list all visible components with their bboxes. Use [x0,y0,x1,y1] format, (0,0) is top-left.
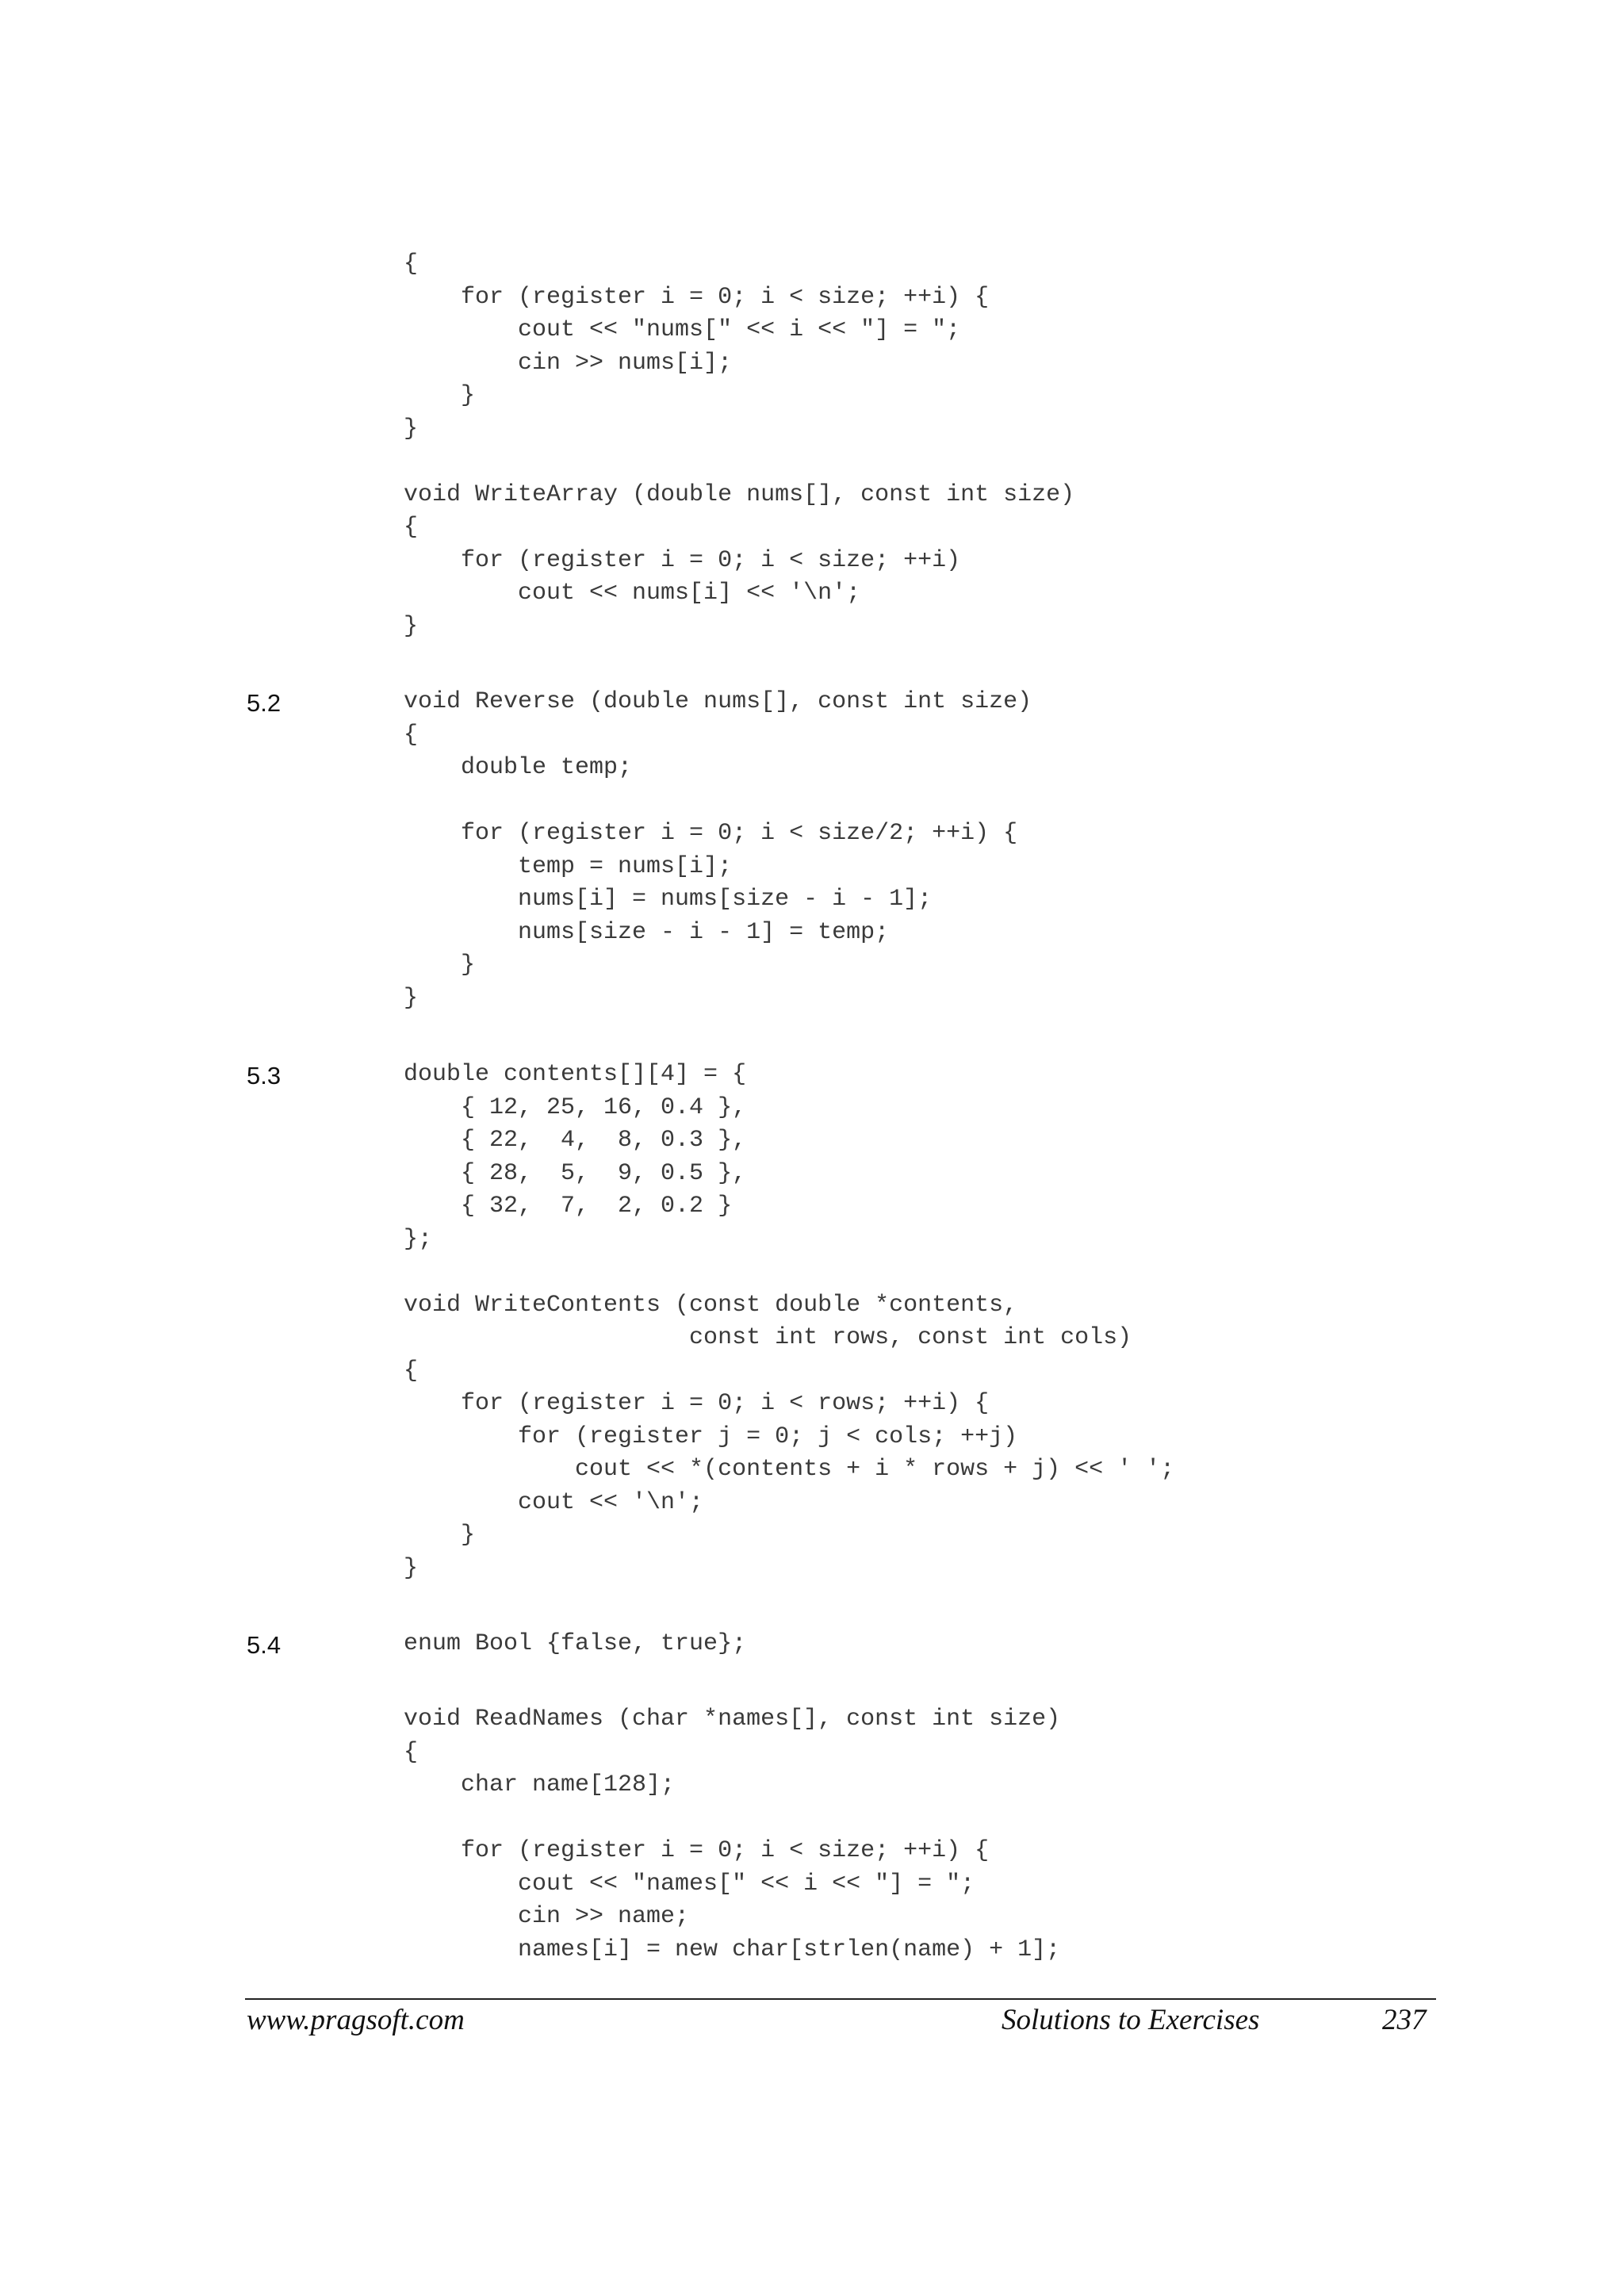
code-line: cout << '\n'; [404,1489,704,1516]
code-line: for (register i = 0; i < size; ++i) { [404,1837,990,1864]
code-line: } [404,382,476,409]
code-line: void Reverse (double nums[], const int size) [404,688,1032,715]
code-line: cout << *(contents + i * rows + j) << ' '; [404,1456,1175,1483]
code-line: } [404,1555,419,1582]
code-line: { 22, 4, 8, 0.3 }, [404,1127,747,1154]
code-line: names[i] = new char[strlen(name) + 1]; [404,1936,1061,1963]
code-line: for (register i = 0; i < size/2; ++i) { [404,820,1018,847]
code-line: } [404,613,419,640]
code-line: }; [404,1226,433,1253]
footer-chapter-title: Solutions to Exercises [1002,2004,1260,2036]
code-line: { [404,251,419,278]
code-line: { 12, 25, 16, 0.4 }, [404,1094,747,1121]
code-line: cin >> nums[i]; [404,350,733,377]
code-line: { [404,1739,419,1766]
code-line: { [404,722,419,749]
code-line: } [404,416,419,442]
footer-page-number: 237 [1382,2004,1427,2036]
code-line: void ReadNames (char *names[], const int size) [404,1706,1061,1733]
code-line: { 32, 7, 2, 0.2 } [404,1193,733,1220]
code-line: double contents[][4] = { [404,1061,747,1088]
footer-divider [245,1998,1436,2000]
code-line: { [404,1358,419,1384]
section-number: 5.2 [247,689,282,717]
code-line: temp = nums[i]; [404,853,733,880]
code-line: } [404,985,419,1012]
code-line: double temp; [404,754,633,781]
section-number: 5.3 [247,1062,282,1090]
code-line: cout << nums[i] << '\n'; [404,580,861,607]
code-line: for (register j = 0; j < cols; ++j) [404,1423,1018,1450]
code-line: const int rows, const int cols) [404,1324,1132,1351]
code-line: { [404,514,419,541]
code-line: char name[128]; [404,1771,676,1798]
code-line: { 28, 5, 9, 0.5 }, [404,1160,747,1187]
section-number: 5.4 [247,1631,282,1659]
code-line: for (register i = 0; i < size; ++i) { [404,284,990,311]
code-line: cout << "nums[" << i << "] = "; [404,316,961,343]
code-line: nums[i] = nums[size - i - 1]; [404,886,933,913]
code-line: void WriteArray (double nums[], const int size) [404,481,1075,508]
code-line: } [404,952,476,978]
code-line: cin >> name; [404,1903,690,1930]
code-line: nums[size - i - 1] = temp; [404,919,890,946]
code-line: void WriteContents (const double *contents, [404,1292,1018,1319]
code-line: cout << "names[" << i << "] = "; [404,1871,975,1898]
code-line: for (register i = 0; i < rows; ++i) { [404,1390,990,1417]
code-line: for (register i = 0; i < size; ++i) [404,547,961,574]
code-line: enum Bool {false, true}; [404,1630,747,1657]
footer-website: www.pragsoft.com [247,2004,465,2036]
code-line: } [404,1522,476,1549]
